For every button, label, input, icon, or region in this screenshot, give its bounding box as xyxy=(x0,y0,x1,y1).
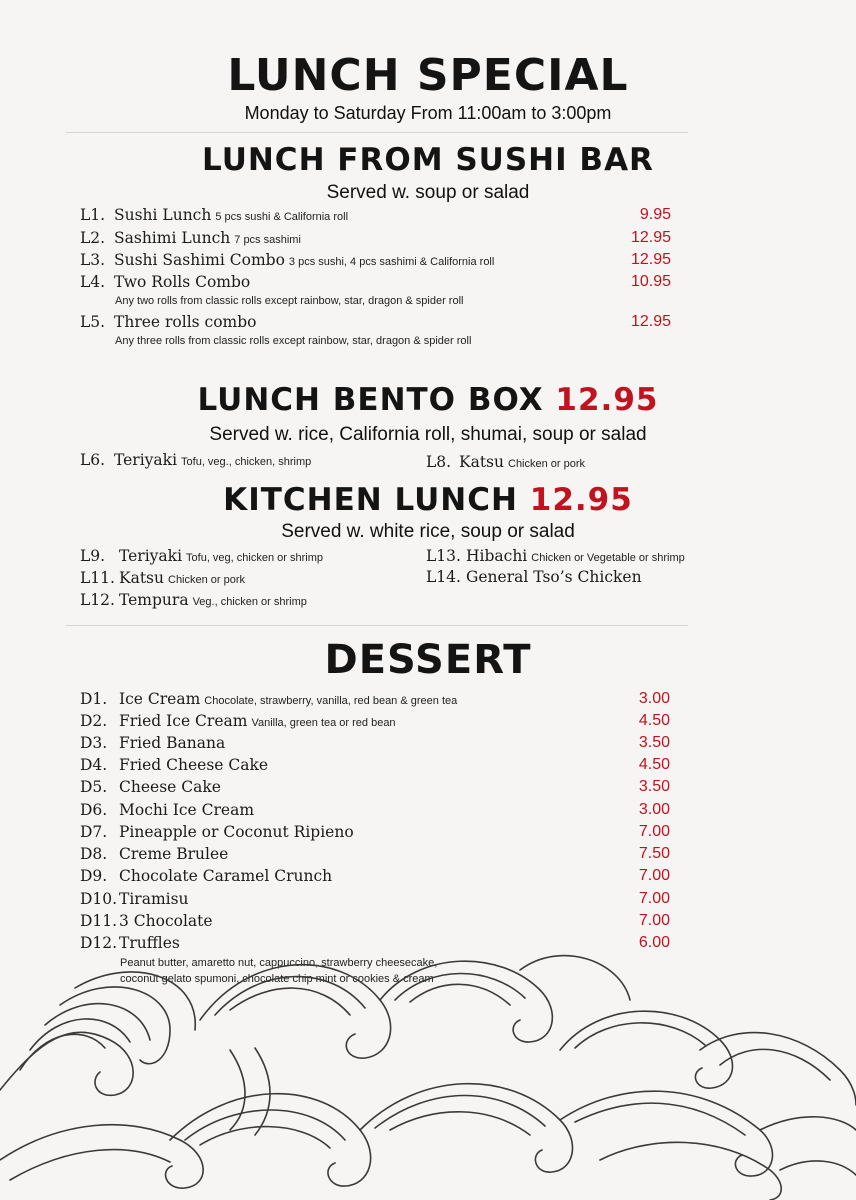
item-price: 4.50 xyxy=(638,712,670,729)
menu-item xyxy=(80,712,396,730)
menu-item xyxy=(80,801,254,819)
item-description: Chicken or pork xyxy=(508,458,586,470)
bento-price: 12.95 xyxy=(555,382,659,418)
item-code: L9. xyxy=(80,547,106,565)
item-price: 7.00 xyxy=(638,823,670,840)
item-name: Creme Brulee xyxy=(119,845,229,863)
item-code: L4. xyxy=(80,273,106,291)
item-description: Vanilla, green tea or red bean xyxy=(251,717,396,729)
truffles-note-line-1: Peanut butter, amaretto nut, cappuccino, strawberry cheesecake, xyxy=(120,957,438,969)
item-name: Teriyaki xyxy=(114,451,178,469)
item-code: L13. xyxy=(426,547,461,565)
item-name: Chocolate Caramel Crunch xyxy=(119,867,333,885)
item-code: D3. xyxy=(80,734,108,752)
item-name: Hibachi xyxy=(466,547,528,565)
item-name: Katsu xyxy=(119,569,164,587)
item-name: Ice Cream xyxy=(119,690,201,708)
item-description: Veg., chicken or shrimp xyxy=(192,596,307,608)
wave-pattern-icon xyxy=(0,930,856,1200)
menu-item xyxy=(426,568,642,586)
lunch-hours: Monday to Saturday From 11:00am to 3:00pm xyxy=(244,103,612,123)
item-description: Chicken or Vegetable or shrimp xyxy=(531,552,685,564)
sushi-bar-title: LUNCH FROM SUSHI BAR xyxy=(202,142,654,178)
item-code: D12. xyxy=(80,934,118,952)
item-description: 3 pcs sushi, 4 pcs sashimi & California roll xyxy=(288,256,495,268)
item-name: Teriyaki xyxy=(119,547,183,565)
item-code: L8. xyxy=(426,453,452,471)
item-name: Sushi Sashimi Combo xyxy=(114,251,285,269)
menu-item xyxy=(80,845,228,863)
item-code: D7. xyxy=(80,823,108,841)
item-name: Tempura xyxy=(119,591,189,609)
item-note: Any two rolls from classic rolls except rainbow, star, dragon & spider roll xyxy=(115,295,464,307)
menu-item xyxy=(80,778,221,796)
menu-item xyxy=(80,890,189,908)
item-name: Katsu xyxy=(459,453,504,471)
item-price: 7.50 xyxy=(638,845,670,862)
item-price: 3.50 xyxy=(638,778,670,795)
item-name: Truffles xyxy=(119,934,180,952)
item-description: 5 pcs sushi & California roll xyxy=(215,211,349,223)
item-note: Any three rolls from classic rolls except rainbow, star, dragon & spider roll xyxy=(115,335,472,347)
item-code: D1. xyxy=(80,690,108,708)
item-code: L5. xyxy=(80,313,106,331)
item-code: D6. xyxy=(80,801,108,819)
item-description: Tofu, veg., chicken, shrimp xyxy=(181,456,312,468)
item-price: 3.00 xyxy=(638,690,670,707)
item-name: General Tso’s Chicken xyxy=(466,568,642,586)
menu-item xyxy=(80,451,311,469)
sushi-bar-subtitle: Served w. soup or salad xyxy=(326,182,530,203)
item-code: D5. xyxy=(80,778,108,796)
menu-item xyxy=(80,251,494,269)
kitchen-title-line xyxy=(0,482,856,518)
item-name: Two Rolls Combo xyxy=(114,273,251,291)
divider xyxy=(66,132,688,133)
item-name: Sashimi Lunch xyxy=(114,229,231,247)
item-price: 10.95 xyxy=(630,273,671,290)
item-name: Fried Ice Cream xyxy=(119,712,248,730)
item-code: L3. xyxy=(80,251,106,269)
item-name: Tiramisu xyxy=(119,890,189,908)
item-price: 7.00 xyxy=(638,890,670,907)
item-name: Pineapple or Coconut Ripieno xyxy=(119,823,354,841)
item-price: 6.00 xyxy=(638,934,670,951)
item-code: D8. xyxy=(80,845,108,863)
menu-item xyxy=(80,229,301,247)
item-code: L14. xyxy=(426,568,461,586)
item-code: L1. xyxy=(80,206,106,224)
bento-subtitle: Served w. rice, California roll, shumai, soup or salad xyxy=(209,424,647,445)
item-name: 3 Chocolate xyxy=(119,912,213,930)
menu-item xyxy=(80,273,250,291)
truffles-note-line-2: coconut gelato spumoni, chocolate chip mint or cookies & cream xyxy=(120,973,434,985)
menu-item xyxy=(80,591,307,609)
menu-item xyxy=(80,867,332,885)
menu-item xyxy=(426,547,685,565)
page-title: LUNCH SPECIAL xyxy=(227,50,629,101)
menu-item xyxy=(80,912,213,930)
item-description: Chicken or pork xyxy=(168,574,246,586)
menu-item xyxy=(80,690,457,708)
menu-item xyxy=(80,547,323,565)
item-price: 4.50 xyxy=(638,756,670,773)
bento-title: LUNCH BENTO BOX xyxy=(197,382,544,418)
item-code: D9. xyxy=(80,867,108,885)
item-price: 12.95 xyxy=(630,229,671,246)
dessert-title: DESSERT xyxy=(324,637,532,683)
menu-item xyxy=(426,453,585,471)
item-code: D11. xyxy=(80,912,118,930)
item-code: L2. xyxy=(80,229,106,247)
item-code: D2. xyxy=(80,712,108,730)
kitchen-price: 12.95 xyxy=(529,482,633,518)
item-price: 9.95 xyxy=(639,206,671,223)
item-code: L11. xyxy=(80,569,115,587)
menu-item xyxy=(80,823,354,841)
item-description: 7 pcs sashimi xyxy=(234,234,301,246)
menu-item xyxy=(80,313,257,331)
item-name: Cheese Cake xyxy=(119,778,221,796)
item-name: Sushi Lunch xyxy=(114,206,212,224)
item-price: 3.50 xyxy=(638,734,670,751)
item-price: 12.95 xyxy=(630,313,671,330)
menu-item xyxy=(80,206,348,224)
item-description: Tofu, veg, chicken or shrimp xyxy=(186,552,323,564)
item-name: Three rolls combo xyxy=(114,313,257,331)
item-description: Chocolate, strawberry, vanilla, red bean & green tea xyxy=(204,695,458,707)
item-name: Fried Banana xyxy=(119,734,226,752)
menu-item xyxy=(80,756,268,774)
item-price: 7.00 xyxy=(638,912,670,929)
menu-item xyxy=(80,569,245,587)
kitchen-title: KITCHEN LUNCH xyxy=(223,482,518,518)
item-price: 12.95 xyxy=(630,251,671,268)
item-code: L12. xyxy=(80,591,115,609)
item-name: Mochi Ice Cream xyxy=(119,801,255,819)
menu-item xyxy=(80,734,225,752)
item-code: D4. xyxy=(80,756,108,774)
item-price: 7.00 xyxy=(638,867,670,884)
item-code: L6. xyxy=(80,451,106,469)
item-name: Fried Cheese Cake xyxy=(119,756,269,774)
divider xyxy=(66,625,688,626)
bento-title-line xyxy=(0,382,856,418)
kitchen-subtitle: Served w. white rice, soup or salad xyxy=(281,521,575,542)
item-code: D10. xyxy=(80,890,118,908)
item-price: 3.00 xyxy=(638,801,670,818)
